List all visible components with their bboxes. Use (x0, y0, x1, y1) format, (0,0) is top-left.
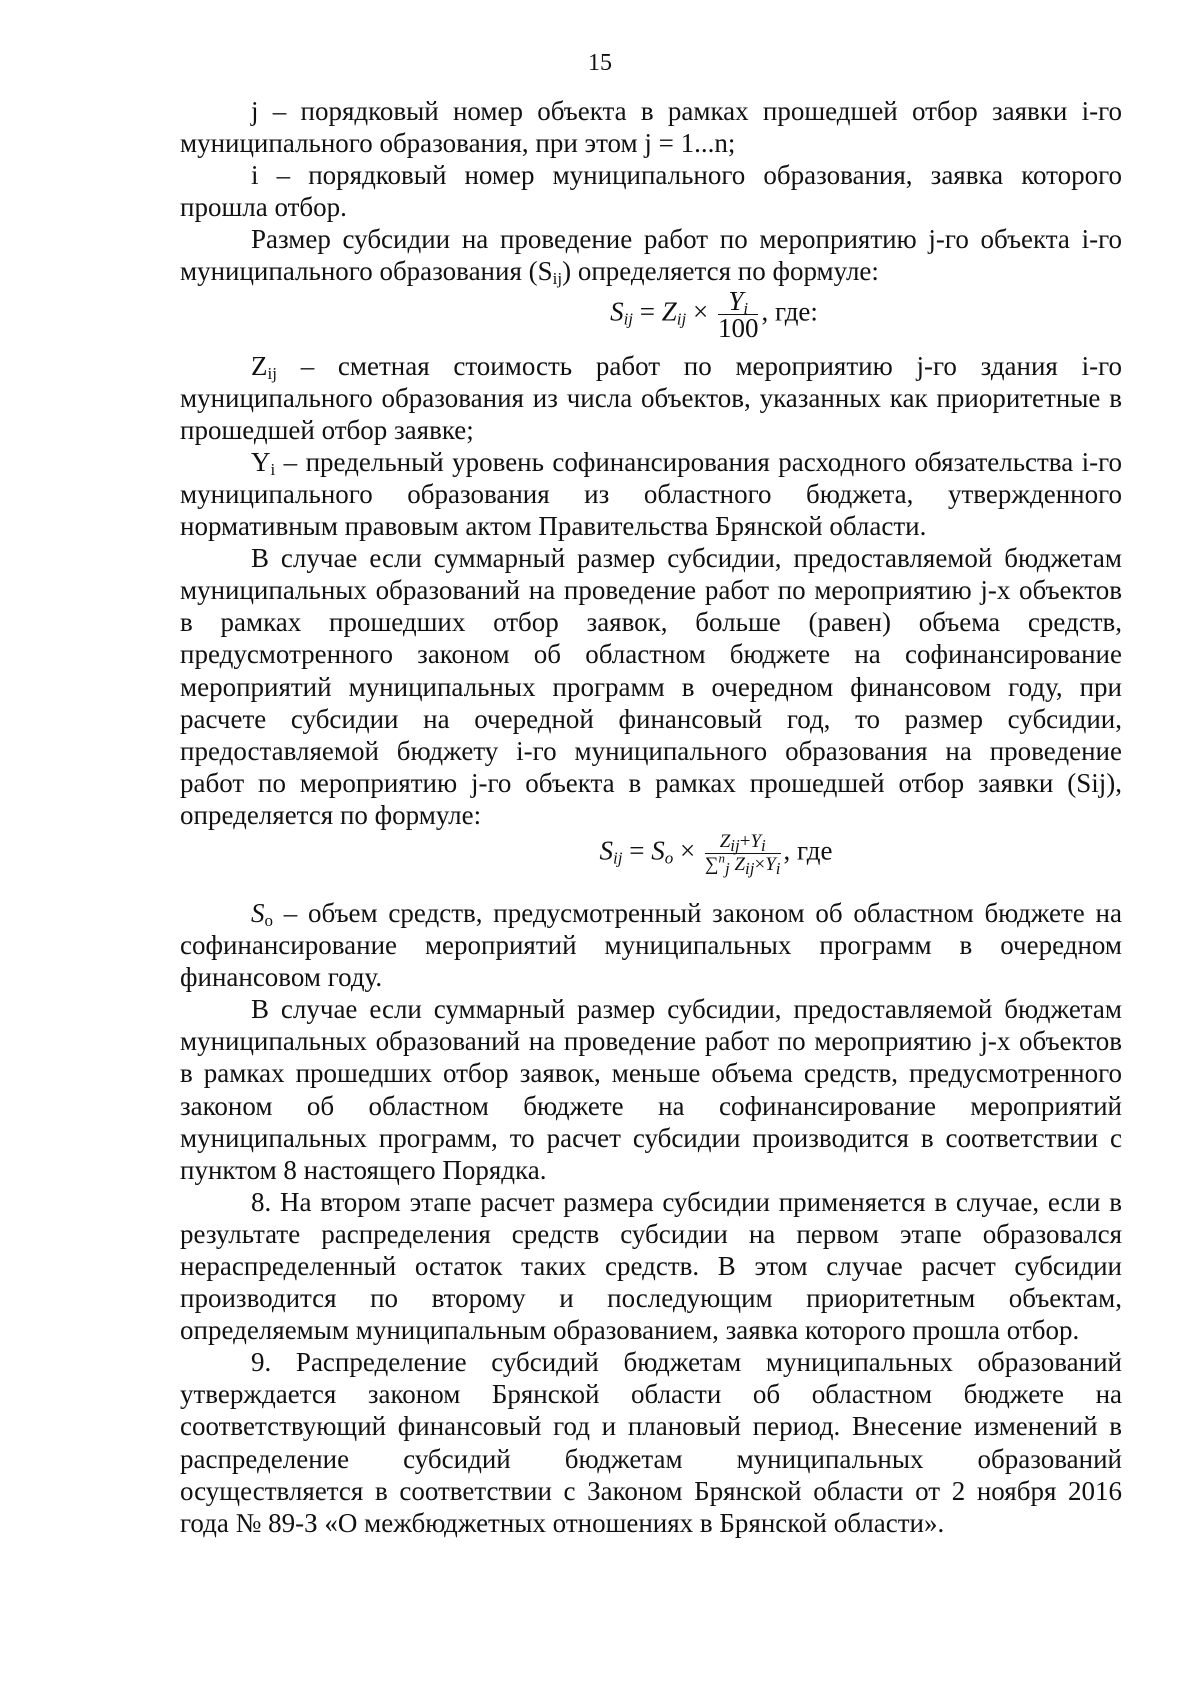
formula-suffix: , где (783, 835, 833, 866)
formula-operator: = (633, 296, 662, 327)
paragraph-text: Размер субсидии на проведение работ по мероприятию j-го объекта i-го муниципального образования (S (180, 224, 1122, 287)
formula-symbol: S (610, 296, 624, 327)
fraction-denominator: 100 (717, 312, 759, 343)
subscript: ij (267, 363, 277, 383)
formula-subscript: i (743, 298, 749, 318)
fraction-denominator (704, 850, 781, 878)
formula-operator: × (686, 296, 715, 327)
page-number: 15 (588, 50, 612, 76)
formula-operator: = (622, 835, 652, 866)
formula-symbol: Y (750, 830, 762, 852)
paragraph-i-definition: i – порядковый номер муниципального образования, заявка которого прошла отбор. (180, 160, 1122, 223)
sum-symbol: ∑ (704, 853, 719, 875)
formula-subscript: ij (623, 309, 634, 329)
formula-subscript: ij (730, 835, 740, 855)
paragraph-so-definition (180, 897, 1122, 993)
formula-subscript: j (724, 858, 730, 878)
formula-operator: × (754, 853, 766, 875)
formula-symbol: Y (728, 285, 744, 316)
formula-subscript: i (761, 835, 766, 855)
paragraph-text: ) определяется по формуле: (562, 256, 879, 287)
formula-subscript: i (775, 858, 781, 878)
fraction-numerator (705, 831, 781, 854)
paragraph-z-definition (180, 350, 1122, 446)
formula-symbol: Y (765, 853, 776, 875)
formula-subscript: o (664, 848, 674, 868)
paragraph-j-definition: j – порядковый номер объекта в рамках прошедшей отбор заявки i-го муниципального образования, при этом j = 1...n; (180, 96, 1122, 159)
formula-subsidy (180, 285, 1122, 350)
paragraph-text: – сметная стоимость работ по мероприятию j-го здания i-го муниципального образования из числа объектов, указанных как приоритетные в прошедшей отбор заявке; (180, 350, 1122, 445)
paragraph-symbol: S (251, 897, 265, 928)
formula-subsidy-proportional (180, 831, 1122, 897)
formula-symbol: Z (661, 296, 677, 327)
formula-symbol: S (599, 835, 614, 866)
document-body (180, 95, 1122, 1539)
paragraph-text: Z (251, 350, 268, 381)
formula-operator: + (739, 830, 751, 852)
formula-subscript: ij (676, 309, 687, 329)
paragraph-y-definition (180, 446, 1122, 542)
subscript: i (270, 459, 276, 479)
paragraph-item-9: 9. Распределение субсидий бюджетам муниципальных образований утверждается законом Брянской области об областном бюджете на соответствующий финансовый год и плановый период. Внесение изменений в распределение субсидий бюджетам муниципальных образований осуществляется в соответствии с Законом Брянской области от 2 ноября 2016 года № 89-З «О межбюджетных отношениях в Брянской области». (180, 1347, 1122, 1538)
paragraph-text: – объем средств, предусмотренный законом об областном бюджете на софинансирование мероприятий муниципальных программ в очередном финансовом году. (180, 897, 1122, 993)
paragraph-subsidy-size (180, 223, 1122, 287)
subscript: o (264, 910, 273, 930)
fraction-numerator (718, 285, 759, 318)
subscript: ij (552, 269, 563, 289)
formula-superscript: n (718, 850, 725, 866)
formula-suffix: , где: (761, 296, 818, 327)
paragraph-item-8: 8. На втором этапе расчет размера субсидии применяется в случае, если в результате распределения средств субсидии на первом этапе образовался нераспределенный остаток таких средств. В этом случае расчет субсидии производится по второму и последующим приоритетным объектам, определяемым муниципальным образованием, заявка которого прошла отбор. (180, 1186, 1122, 1346)
paragraph-case-less: В случае если суммарный размер субсидии, предоставляемой бюджетам муниципальных образований на проведение работ по мероприятию j-х объектов в рамках прошедших отбор заявок, меньше объема средств, предусмотренного законом об областном бюджете на софинансирование мероприятий муниципальных программ, то расчет субсидии производится в соответствии с пунктом 8 настоящего Порядка. (180, 994, 1122, 1185)
formula-fraction (705, 831, 781, 876)
formula-symbol: Z (719, 830, 731, 852)
paragraph-case-greater: В случае если суммарный размер субсидии, предоставляемой бюджетам муниципальных образований на проведение работ по мероприятию j-х объектов в рамках прошедших отбор заявок, больше (равен) объема средств, предусмотренного законом об областном бюджете на софинансирование мероприятий муниципальных программ в очередном финансовом году, при расчете субсидии на очередной финансовый год, то размер субсидии, предоставляемой бюджету i-го муниципального образования на проведение работ по мероприятию j-го объекта в рамках прошедшей отбор заявки (Sij), определяется по формуле: (180, 543, 1122, 830)
formula-subscript: ij (613, 848, 623, 868)
formula-symbol: Z (734, 853, 746, 875)
formula-symbol: S (651, 835, 665, 866)
paragraph-text: Y (251, 446, 271, 477)
formula-fraction (717, 285, 759, 343)
formula-operator: × (673, 835, 702, 866)
formula-subscript: ij (745, 858, 755, 878)
paragraph-text: – предельный уровень софинансирования расходного обязательства i-го муниципального образования из областного бюджета, утвержденного нормативным правовым актом Правительства Брянской области. (180, 446, 1122, 542)
